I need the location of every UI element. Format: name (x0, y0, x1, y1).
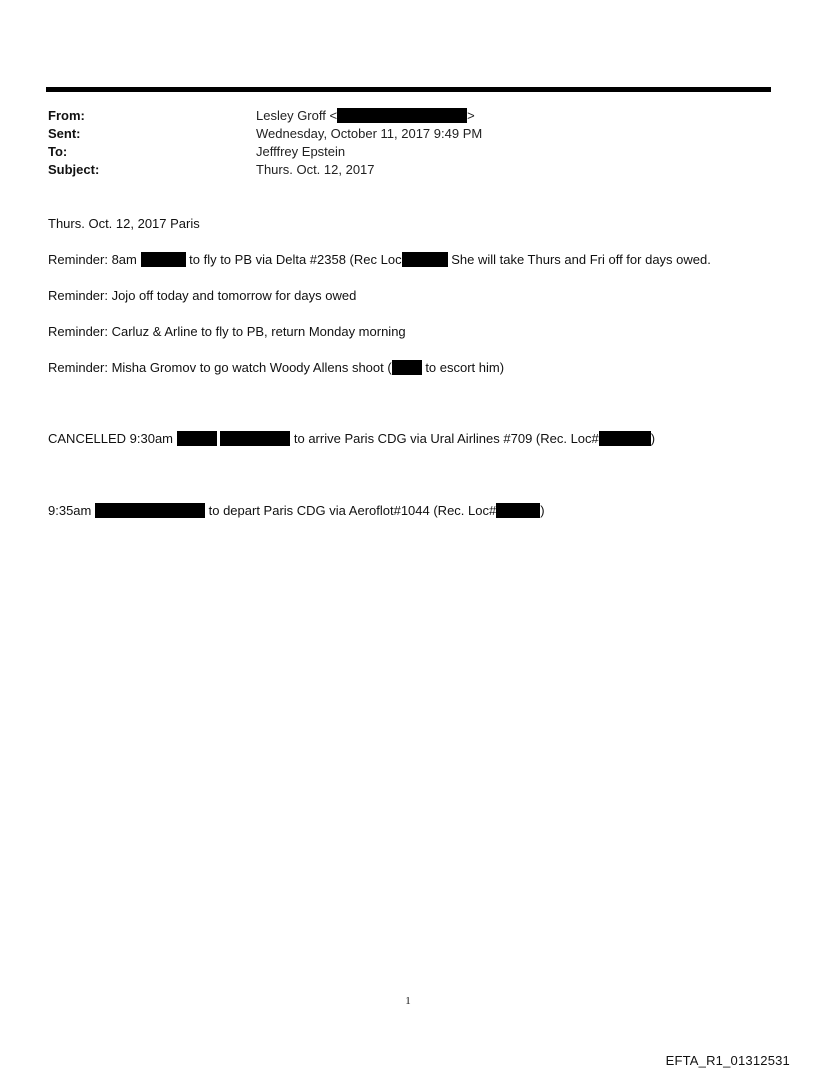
reminder-1-middle: to fly to PB via Delta #2358 (Rec Loc (189, 252, 402, 267)
reminder-line-3: Reminder: Carluz & Arline to fly to PB, return Monday morning (48, 324, 406, 339)
reminder-line-2: Reminder: Jojo off today and tomorrow for days owed (48, 288, 357, 303)
document-id: EFTA_R1_01312531 (665, 1053, 790, 1068)
sent-label: Sent: (48, 126, 81, 141)
redaction-bar (220, 431, 290, 446)
reminder-line-4 (48, 359, 504, 377)
reminder-4-end: to escort him) (425, 360, 505, 375)
redaction-bar (496, 503, 540, 518)
redaction-bar (392, 360, 422, 375)
reminder-line-1 (48, 251, 711, 269)
redaction-bar (337, 108, 467, 123)
cancelled-middle: to arrive Paris CDG via Ural Airlines #709 (Rec. Loc# (293, 431, 599, 446)
cancelled-start: CANCELLED 9:30am (48, 431, 173, 446)
redaction-bar (402, 252, 448, 267)
subject-value: Thurs. Oct. 12, 2017 (256, 162, 375, 177)
redaction-bar (599, 431, 651, 446)
reminder-1-end: She will take Thurs and Fri off for days owed. (451, 252, 711, 267)
from-label: From: (48, 108, 85, 123)
cancelled-line (48, 430, 655, 448)
from-name: Lesley Groff < (256, 108, 338, 123)
departure-end: ) (540, 503, 545, 518)
redaction-bar (141, 252, 186, 267)
from-value (256, 107, 475, 125)
to-label: To: (48, 144, 68, 159)
date-line: Thurs. Oct. 12, 2017 Paris (48, 216, 200, 231)
to-value: Jefffrey Epstein (256, 144, 346, 159)
from-close: > (467, 108, 475, 123)
reminder-4-start: Reminder: Misha Gromov to go watch Woody Allens shoot ( (48, 360, 392, 375)
redaction-bar (177, 431, 217, 446)
subject-label: Subject: (48, 162, 100, 177)
redaction-bar (95, 503, 205, 518)
cancelled-end: ) (650, 431, 656, 446)
page-number: 1 (405, 995, 411, 1007)
header-rule (46, 87, 771, 92)
sent-value: Wednesday, October 11, 2017 9:49 PM (256, 126, 483, 141)
departure-start: 9:35am (48, 503, 92, 518)
departure-line (48, 502, 545, 520)
departure-middle: to depart Paris CDG via Aeroflot#1044 (Rec. Loc# (208, 503, 497, 518)
reminder-1-start: Reminder: 8am (48, 252, 137, 267)
